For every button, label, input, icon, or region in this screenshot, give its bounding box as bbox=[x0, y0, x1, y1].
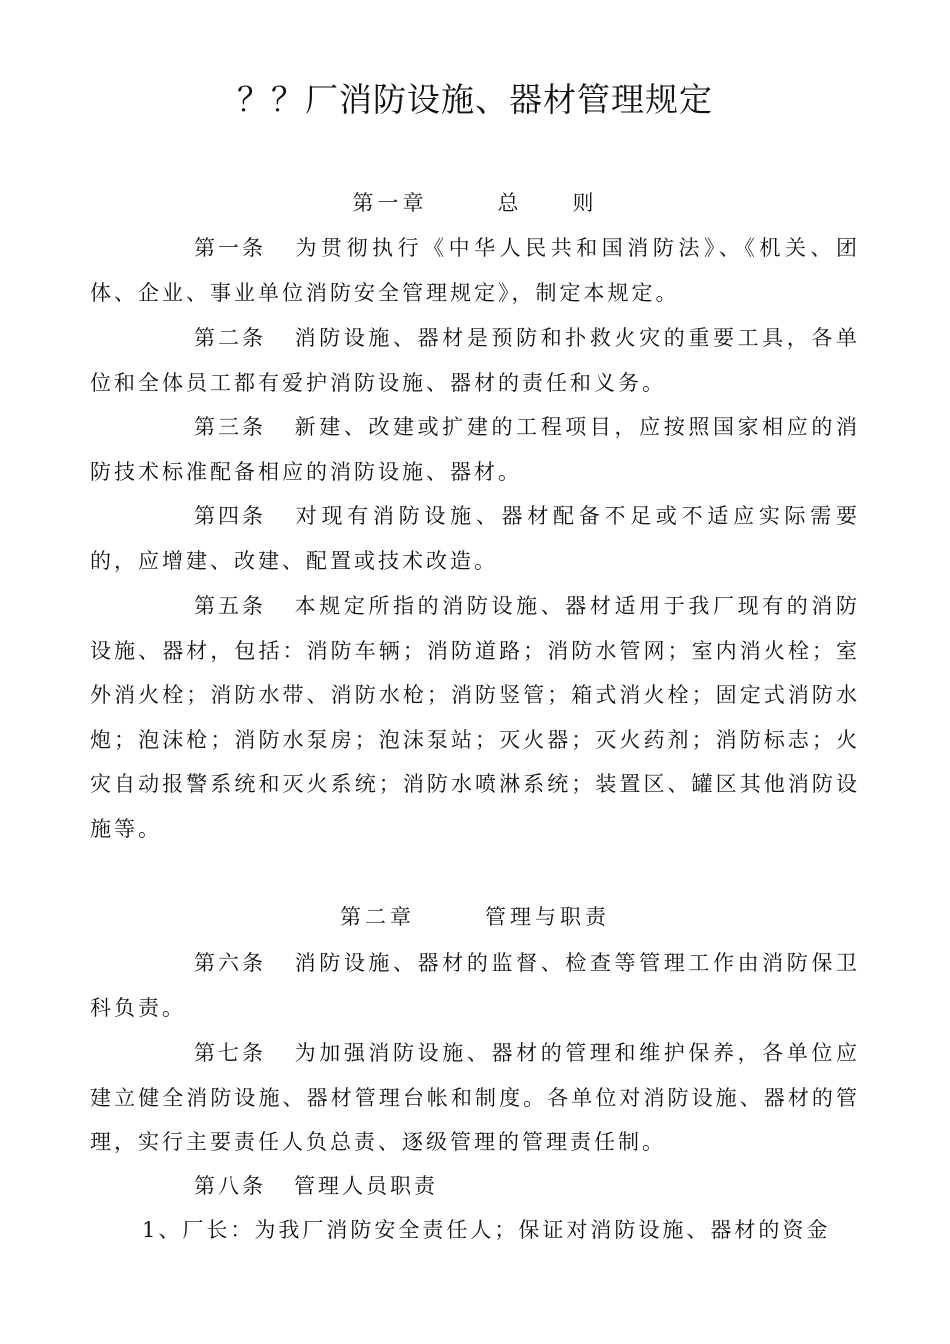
chapter-number: 第二章 bbox=[340, 905, 415, 929]
duty-item bbox=[90, 1208, 860, 1253]
article-label: 第八条 bbox=[194, 1174, 266, 1198]
article-label: 第七条 bbox=[194, 1041, 266, 1065]
chapter-name: 管理与职责 bbox=[485, 905, 610, 929]
chapter-heading-2 bbox=[0, 902, 950, 932]
article-text: 消防设施、器材的监督、检查等管理工作由消防保卫科负责。 bbox=[90, 951, 860, 1020]
article-paragraph bbox=[90, 226, 860, 315]
article-label: 第一条 bbox=[194, 236, 266, 260]
article-text: 管理人员职责 bbox=[294, 1174, 438, 1198]
chapter-number: 第一章 bbox=[352, 191, 428, 215]
duty-item-text: 1、厂长：为我厂消防安全责任人；保证对消防设施、器材的资金 bbox=[142, 1218, 831, 1242]
chapter-name-part: 则 bbox=[572, 191, 598, 215]
chapter-heading-1 bbox=[0, 188, 950, 218]
article-label: 第六条 bbox=[194, 951, 266, 975]
article-label: 第五条 bbox=[194, 594, 266, 618]
article-paragraph bbox=[90, 584, 860, 851]
article-text: 消防设施、器材是预防和扑救火灾的重要工具，各单位和全体员工都有爱护消防设施、器材的责任和义务。 bbox=[90, 326, 860, 395]
article-text: 为贯彻执行《中华人民共和国消防法》、《机关、团体、企业、事业单位消防安全管理规定》，制定本规定。 bbox=[90, 236, 860, 305]
chapter-name-part: 总 bbox=[497, 191, 523, 215]
document-title: ？？厂消防设施、器材管理规定 bbox=[237, 80, 713, 119]
article-text: 本规定所指的消防设施、器材适用于我厂现有的消防设施、器材，包括：消防车辆；消防道路；消防水管网；室内消火栓；室外消火栓；消防水带、消防水枪；消防竖管；箱式消火栓；固定式消防水炮；泡沫枪；消防水泵房；泡沫泵站；灭火器；灭火药剂；消防标志；火灾自动报警系统和灭火系统；消防水喷淋系统；装置区、罐区其他消防设施等。 bbox=[90, 594, 860, 841]
article-label: 第三条 bbox=[194, 415, 266, 439]
article-paragraph bbox=[90, 941, 860, 1030]
article-paragraph bbox=[90, 494, 860, 583]
article-text: 新建、改建或扩建的工程项目，应按照国家相应的消防技术标准配备相应的消防设施、器材。 bbox=[90, 415, 860, 484]
article-text: 对现有消防设施、器材配备不足或不适应实际需要的，应增建、改建、配置或技术改造。 bbox=[90, 504, 860, 573]
article-paragraph bbox=[90, 405, 860, 494]
article-paragraph bbox=[90, 1164, 860, 1209]
article-paragraph bbox=[90, 1031, 860, 1165]
article-label: 第四条 bbox=[194, 504, 266, 528]
article-text: 为加强消防设施、器材的管理和维护保养，各单位应建立健全消防设施、器材管理台帐和制度。各单位对消防设施、器材的管理，实行主要责任人负总责、逐级管理的管理责任制。 bbox=[90, 1041, 860, 1154]
article-paragraph bbox=[90, 316, 860, 405]
article-label: 第二条 bbox=[194, 326, 266, 350]
